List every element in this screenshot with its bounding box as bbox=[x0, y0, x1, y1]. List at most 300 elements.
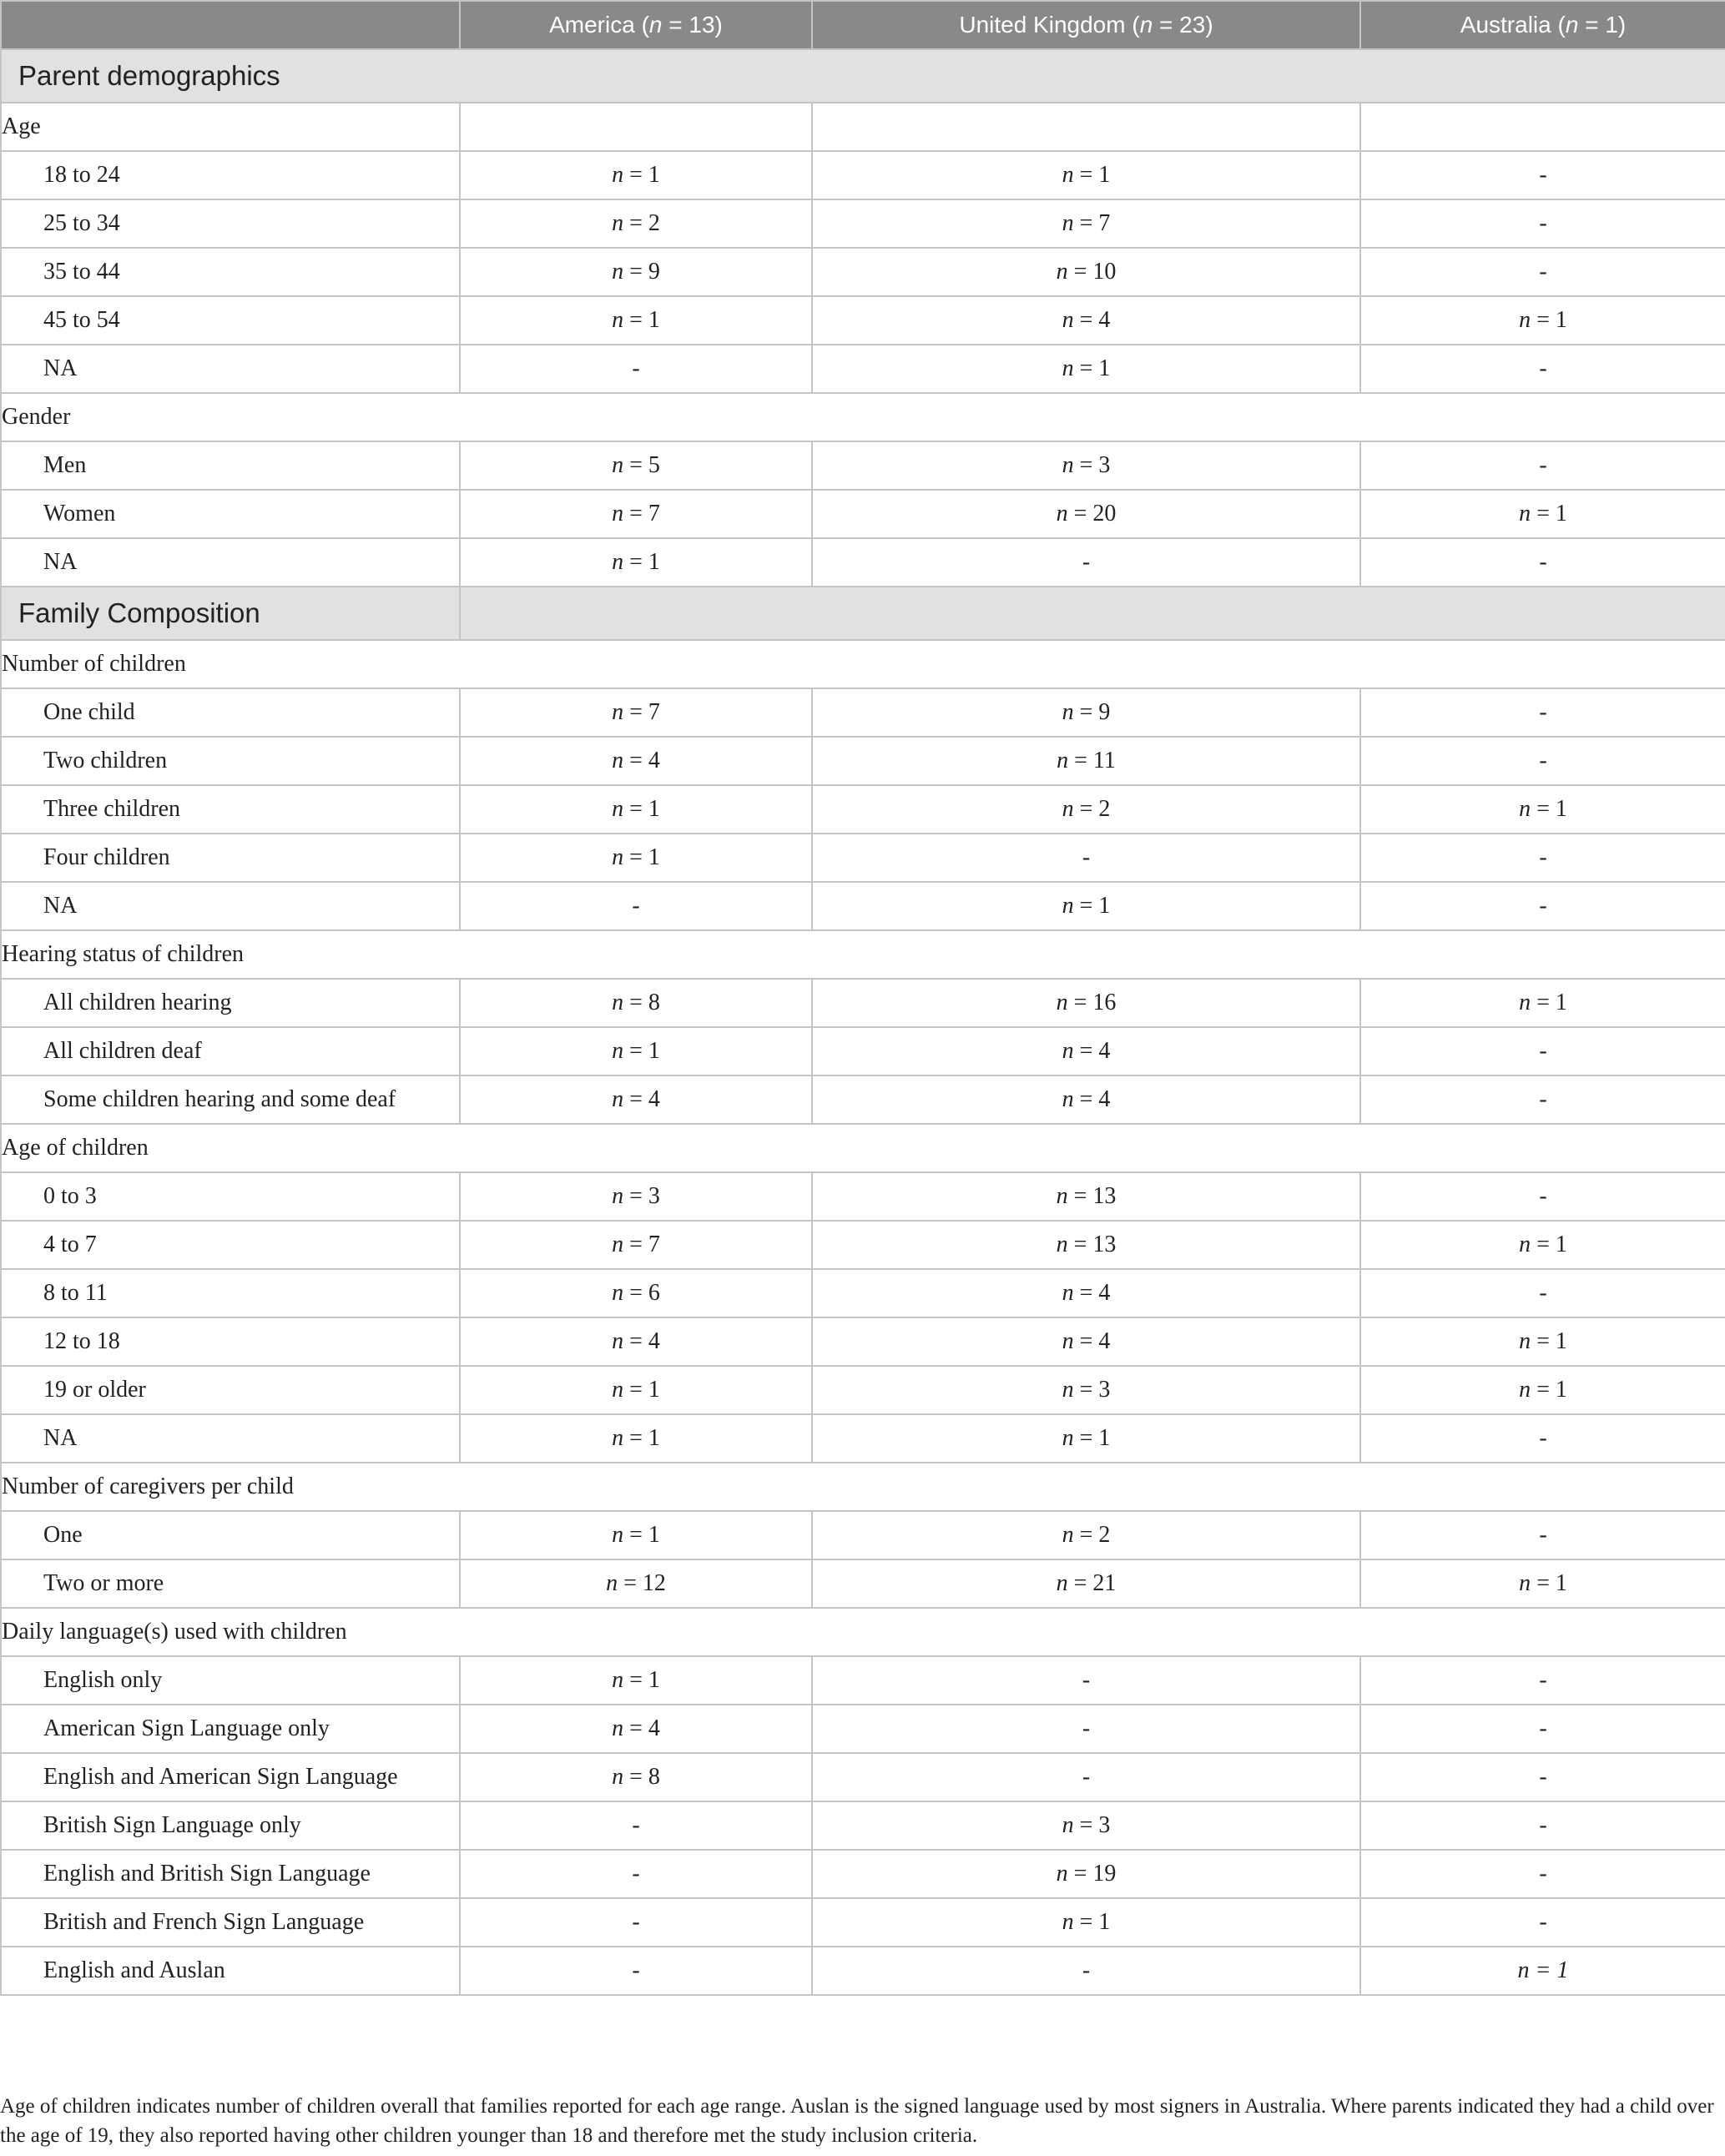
count-value: = 12 bbox=[618, 1570, 666, 1597]
row-label: All children deaf bbox=[1, 1027, 460, 1075]
table-row bbox=[1, 834, 1725, 882]
n-symbol: n bbox=[606, 1570, 618, 1597]
n-symbol: n bbox=[1056, 990, 1068, 1016]
value-cell-australia: - bbox=[1360, 1753, 1725, 1801]
value-cell-america bbox=[460, 785, 812, 834]
category-row bbox=[1, 1124, 1725, 1172]
row-label: Two children bbox=[1, 737, 460, 785]
value-cell-america bbox=[460, 296, 812, 345]
value-cell-united-kingdom bbox=[812, 737, 1360, 785]
count-value: = 1 bbox=[623, 307, 660, 334]
n-symbol: n bbox=[612, 501, 624, 527]
row-label: 25 to 34 bbox=[1, 199, 460, 248]
value-cell-australia: - bbox=[1360, 1075, 1725, 1124]
n-symbol: n bbox=[612, 162, 624, 189]
section-title: Family Composition bbox=[1, 587, 460, 640]
n-symbol: n bbox=[1519, 1377, 1531, 1403]
row-label: Men bbox=[1, 441, 460, 490]
n-symbol: n bbox=[1062, 162, 1074, 189]
row-label: British Sign Language only bbox=[1, 1801, 460, 1850]
row-label: NA bbox=[1, 1414, 460, 1463]
value-cell-australia: - bbox=[1360, 737, 1725, 785]
value-cell-australia bbox=[1360, 1366, 1725, 1414]
n-symbol: n bbox=[1062, 893, 1074, 919]
value-cell-america bbox=[460, 688, 812, 737]
value-cell-australia: - bbox=[1360, 1850, 1725, 1898]
category-label: Hearing status of children bbox=[1, 930, 1725, 979]
n-symbol: n bbox=[1062, 1377, 1074, 1403]
n-symbol: n bbox=[1062, 1812, 1074, 1839]
n-symbol: n bbox=[1062, 307, 1074, 334]
value-cell-united-kingdom bbox=[812, 1221, 1360, 1269]
n-symbol: n bbox=[612, 1377, 624, 1403]
count-value: = 1 bbox=[1531, 1377, 1567, 1403]
count-value: = 1 bbox=[623, 162, 660, 189]
table-row bbox=[1, 248, 1725, 296]
count-value: = 1 bbox=[623, 1522, 660, 1549]
value-cell-united-kingdom bbox=[812, 248, 1360, 296]
count-value: = 7 bbox=[623, 1232, 660, 1258]
value-cell-australia: n = 1 bbox=[1360, 1947, 1725, 1995]
value-cell-united-kingdom bbox=[812, 103, 1360, 151]
count-value: = 1 bbox=[1531, 1232, 1567, 1258]
row-label: All children hearing bbox=[1, 979, 460, 1027]
category-row bbox=[1, 103, 1725, 151]
count-value: = 1 bbox=[623, 844, 660, 871]
count-value: = 1 bbox=[1073, 1425, 1111, 1452]
value-cell-america: - bbox=[460, 1801, 812, 1850]
n-symbol: n bbox=[612, 1183, 624, 1210]
value-cell-united-kingdom: - bbox=[812, 1947, 1360, 1995]
n-symbol: n bbox=[1062, 1909, 1074, 1936]
row-label: NA bbox=[1, 538, 460, 587]
n-symbol: n bbox=[1519, 1328, 1531, 1355]
value-cell-america bbox=[460, 441, 812, 490]
row-label: Two or more bbox=[1, 1559, 460, 1608]
value-cell-america bbox=[460, 1511, 812, 1559]
value-cell-united-kingdom bbox=[812, 1898, 1360, 1947]
value-cell-united-kingdom bbox=[812, 296, 1360, 345]
value-cell-united-kingdom: - bbox=[812, 1753, 1360, 1801]
n-symbol: n bbox=[612, 1280, 624, 1307]
count-value: = 1 bbox=[1531, 796, 1567, 823]
n-symbol: n bbox=[1519, 990, 1531, 1016]
n-symbol: n bbox=[612, 990, 624, 1016]
table-row bbox=[1, 1898, 1725, 1947]
value-cell-australia bbox=[1360, 1317, 1725, 1366]
row-label: Some children hearing and some deaf bbox=[1, 1075, 460, 1124]
table-row bbox=[1, 1027, 1725, 1075]
value-cell-australia: - bbox=[1360, 345, 1725, 393]
count-value: = 1 bbox=[623, 549, 660, 576]
row-label: 4 to 7 bbox=[1, 1221, 460, 1269]
value-cell-america: - bbox=[460, 1850, 812, 1898]
table-row bbox=[1, 1559, 1725, 1608]
count-value: = 4 bbox=[623, 1086, 660, 1113]
n-symbol: n bbox=[1062, 210, 1074, 237]
n-symbol: n bbox=[612, 1522, 624, 1549]
value-cell-america bbox=[460, 1366, 812, 1414]
value-cell-australia: - bbox=[1360, 151, 1725, 199]
value-cell-america bbox=[460, 1221, 812, 1269]
value-cell-america bbox=[460, 1317, 812, 1366]
row-label: 12 to 18 bbox=[1, 1317, 460, 1366]
value-cell-australia: - bbox=[1360, 1269, 1725, 1317]
count-value: = 13 bbox=[1067, 1183, 1117, 1210]
count-value: = 6 bbox=[623, 1280, 660, 1307]
n-symbol: n bbox=[1062, 452, 1074, 479]
value-cell-australia: - bbox=[1360, 688, 1725, 737]
table-row bbox=[1, 1221, 1725, 1269]
value-cell-united-kingdom bbox=[812, 688, 1360, 737]
header-row bbox=[1, 1, 1725, 49]
value-cell-australia bbox=[1360, 785, 1725, 834]
row-label: NA bbox=[1, 345, 460, 393]
value-cell-united-kingdom bbox=[812, 979, 1360, 1027]
table-row bbox=[1, 1172, 1725, 1221]
count-value: = 20 bbox=[1067, 501, 1117, 527]
value-cell-america: - bbox=[460, 1947, 812, 1995]
n-symbol: n bbox=[1062, 1086, 1074, 1113]
count-value: = 1 bbox=[1531, 1328, 1567, 1355]
count-value: = 13 bbox=[1067, 1232, 1117, 1258]
section-header-row bbox=[1, 49, 1725, 103]
count-value: = 11 bbox=[1068, 748, 1116, 774]
count-value: = 4 bbox=[1073, 1038, 1111, 1065]
count-value: = 3 bbox=[623, 1183, 660, 1210]
n-symbol: n bbox=[612, 1667, 624, 1694]
value-cell-united-kingdom bbox=[812, 1317, 1360, 1366]
value-cell-united-kingdom bbox=[812, 1172, 1360, 1221]
table-row bbox=[1, 688, 1725, 737]
value-cell-australia: - bbox=[1360, 882, 1725, 930]
category-label: Age bbox=[1, 103, 460, 151]
value-cell-america bbox=[460, 103, 812, 151]
value-cell-america bbox=[460, 979, 812, 1027]
section-title: Parent demographics bbox=[1, 49, 1725, 103]
count-value: = 1 bbox=[1073, 162, 1111, 189]
section-blank-cell bbox=[460, 587, 1725, 640]
count-value: = 2 bbox=[1073, 1522, 1111, 1549]
value-cell-america bbox=[460, 1753, 812, 1801]
n-symbol: n bbox=[1519, 501, 1531, 527]
value-cell-united-kingdom bbox=[812, 882, 1360, 930]
n-symbol: n bbox=[612, 1328, 624, 1355]
n-symbol: n bbox=[612, 748, 624, 774]
category-label: Number of children bbox=[1, 640, 1725, 688]
table-row bbox=[1, 1317, 1725, 1366]
count-value: = 9 bbox=[1073, 699, 1111, 726]
value-cell-australia: - bbox=[1360, 1705, 1725, 1753]
category-row bbox=[1, 1608, 1725, 1656]
n-symbol: n bbox=[1062, 1328, 1074, 1355]
header-n-value: = 13) bbox=[662, 12, 723, 38]
value-cell-america bbox=[460, 1027, 812, 1075]
value-cell-australia: - bbox=[1360, 1801, 1725, 1850]
value-cell-australia bbox=[1360, 979, 1725, 1027]
count-value: = 9 bbox=[623, 259, 660, 285]
count-value: = 4 bbox=[623, 1715, 660, 1742]
value-cell-america bbox=[460, 834, 812, 882]
n-symbol: n bbox=[612, 1425, 624, 1452]
value-cell-australia: - bbox=[1360, 1511, 1725, 1559]
section-header-row bbox=[1, 587, 1725, 640]
category-label: Daily language(s) used with children bbox=[1, 1608, 1725, 1656]
row-label: 19 or older bbox=[1, 1366, 460, 1414]
row-label: Women bbox=[1, 490, 460, 538]
table-row bbox=[1, 882, 1725, 930]
table-row bbox=[1, 1801, 1725, 1850]
row-label: English and Auslan bbox=[1, 1947, 460, 1995]
category-label: Number of caregivers per child bbox=[1, 1463, 1725, 1511]
value-cell-united-kingdom: - bbox=[812, 538, 1360, 587]
table-row bbox=[1, 1269, 1725, 1317]
value-cell-america bbox=[460, 737, 812, 785]
value-cell-australia: - bbox=[1360, 441, 1725, 490]
value-cell-australia bbox=[1360, 1221, 1725, 1269]
table-row bbox=[1, 296, 1725, 345]
category-row bbox=[1, 930, 1725, 979]
n-symbol: n bbox=[1519, 307, 1531, 334]
value-cell-united-kingdom bbox=[812, 441, 1360, 490]
count-value: = 4 bbox=[623, 1328, 660, 1355]
table-row bbox=[1, 1414, 1725, 1463]
n-symbol: n bbox=[612, 259, 624, 285]
row-label: 35 to 44 bbox=[1, 248, 460, 296]
value-cell-united-kingdom bbox=[812, 345, 1360, 393]
category-label: Gender bbox=[1, 393, 1725, 441]
n-symbol: n bbox=[612, 1038, 624, 1065]
n-symbol: n bbox=[1057, 748, 1069, 774]
table-row bbox=[1, 1075, 1725, 1124]
header-n-label: n bbox=[1139, 12, 1153, 38]
count-value: = 1 bbox=[1073, 1909, 1111, 1936]
count-value: = 1 bbox=[623, 1038, 660, 1065]
row-label: English only bbox=[1, 1656, 460, 1705]
value-cell-australia: - bbox=[1360, 1656, 1725, 1705]
n-symbol: n bbox=[1056, 1570, 1068, 1597]
header-col-united-kingdom: United Kingdom (n = 23) bbox=[812, 1, 1360, 49]
header-col-australia: Australia (n = 1) bbox=[1360, 1, 1725, 49]
count-value: = 1 bbox=[1073, 355, 1111, 382]
value-cell-united-kingdom: - bbox=[812, 1656, 1360, 1705]
row-label: 45 to 54 bbox=[1, 296, 460, 345]
header-blank-cell bbox=[1, 1, 460, 49]
value-cell-australia: - bbox=[1360, 1027, 1725, 1075]
value-cell-america bbox=[460, 1414, 812, 1463]
n-symbol: n bbox=[1062, 355, 1074, 382]
count-value: = 4 bbox=[1073, 1086, 1111, 1113]
value-cell-america bbox=[460, 538, 812, 587]
table-row bbox=[1, 1947, 1725, 1995]
count-value: = 4 bbox=[1073, 1280, 1111, 1307]
row-label: English and American Sign Language bbox=[1, 1753, 460, 1801]
value-cell-united-kingdom bbox=[812, 199, 1360, 248]
value-cell-australia bbox=[1360, 296, 1725, 345]
count-value: = 1 bbox=[1531, 990, 1567, 1016]
count-value: = 1 bbox=[1531, 307, 1567, 334]
header-col-name: United Kingdom bbox=[959, 12, 1126, 38]
category-row bbox=[1, 640, 1725, 688]
row-label: American Sign Language only bbox=[1, 1705, 460, 1753]
count-value: = 4 bbox=[1073, 307, 1111, 334]
row-label: English and British Sign Language bbox=[1, 1850, 460, 1898]
n-symbol: n bbox=[612, 844, 624, 871]
n-symbol: n bbox=[1056, 1861, 1068, 1887]
n-symbol: n bbox=[1062, 796, 1074, 823]
value-cell-australia: - bbox=[1360, 1172, 1725, 1221]
n-symbol: n bbox=[612, 549, 624, 576]
n-symbol: n bbox=[1062, 699, 1074, 726]
table-row bbox=[1, 199, 1725, 248]
count-value: = 19 bbox=[1067, 1861, 1117, 1887]
table-row bbox=[1, 1850, 1725, 1898]
value-cell-australia: - bbox=[1360, 1414, 1725, 1463]
value-cell-united-kingdom bbox=[812, 1075, 1360, 1124]
count-value: = 1 bbox=[623, 796, 660, 823]
n-symbol: n bbox=[1056, 1232, 1068, 1258]
n-symbol: n bbox=[612, 1232, 624, 1258]
row-label: NA bbox=[1, 882, 460, 930]
n-symbol: n bbox=[1062, 1425, 1074, 1452]
count-value: = 1 bbox=[623, 1425, 660, 1452]
header-n-value: = 1) bbox=[1578, 12, 1627, 38]
value-cell-united-kingdom bbox=[812, 151, 1360, 199]
n-symbol: n bbox=[612, 210, 624, 237]
value-cell-united-kingdom bbox=[812, 1801, 1360, 1850]
value-cell-america bbox=[460, 1559, 812, 1608]
value-cell-australia: - bbox=[1360, 538, 1725, 587]
value-cell-united-kingdom bbox=[812, 1269, 1360, 1317]
n-symbol: n bbox=[1056, 1183, 1068, 1210]
value-cell-america bbox=[460, 1705, 812, 1753]
value-cell-united-kingdom bbox=[812, 1027, 1360, 1075]
n-symbol: n bbox=[612, 1715, 624, 1742]
count-value: = 5 bbox=[623, 452, 660, 479]
count-value: = 1 bbox=[1073, 893, 1111, 919]
value-cell-america: - bbox=[460, 1898, 812, 1947]
value-cell-united-kingdom bbox=[812, 1366, 1360, 1414]
table-row bbox=[1, 490, 1725, 538]
table-row bbox=[1, 1656, 1725, 1705]
row-label: Four children bbox=[1, 834, 460, 882]
count-value: = 1 bbox=[1531, 1570, 1567, 1597]
value-cell-united-kingdom bbox=[812, 1559, 1360, 1608]
count-value: = 2 bbox=[623, 210, 660, 237]
table-row bbox=[1, 538, 1725, 587]
value-cell-america bbox=[460, 1075, 812, 1124]
n-symbol: n bbox=[612, 699, 624, 726]
header-n-label: n bbox=[648, 12, 663, 38]
value-cell-australia bbox=[1360, 490, 1725, 538]
table-row bbox=[1, 441, 1725, 490]
count-value: = 3 bbox=[1073, 1377, 1111, 1403]
category-row bbox=[1, 393, 1725, 441]
value-cell-australia: - bbox=[1360, 834, 1725, 882]
n-symbol: n bbox=[612, 1086, 624, 1113]
n-symbol: n bbox=[612, 452, 624, 479]
count-value: = 2 bbox=[1073, 796, 1111, 823]
count-value: = 7 bbox=[623, 699, 660, 726]
n-symbol: n bbox=[612, 1764, 624, 1791]
value-cell-united-kingdom bbox=[812, 490, 1360, 538]
count-value: = 4 bbox=[623, 748, 660, 774]
value-cell-america bbox=[460, 1172, 812, 1221]
count-value: = 1 bbox=[623, 1667, 660, 1694]
value-cell-united-kingdom bbox=[812, 1511, 1360, 1559]
table-header bbox=[1, 1, 1725, 49]
n-symbol: n bbox=[1062, 1038, 1074, 1065]
count-value: = 10 bbox=[1067, 259, 1117, 285]
count-value: = 3 bbox=[1073, 1812, 1111, 1839]
value-cell-united-kingdom bbox=[812, 1850, 1360, 1898]
n-symbol: n bbox=[1056, 259, 1068, 285]
header-n-label: n bbox=[1565, 12, 1579, 38]
table-row bbox=[1, 785, 1725, 834]
value-cell-america: - bbox=[460, 345, 812, 393]
table-footnote: Age of children indicates number of children overall that families reported for each age range. Auslan is the signed language used by most signers in Australia. Where parents indicated they had a child over the age of 19, they also reported having other children younger than 18 and therefore met the study inclusion criteria. bbox=[0, 2095, 1714, 2147]
header-col-name: Australia bbox=[1460, 12, 1551, 38]
count-value: = 8 bbox=[623, 990, 660, 1016]
count-value: = 1 bbox=[1531, 501, 1567, 527]
table-row bbox=[1, 737, 1725, 785]
value-cell-australia: - bbox=[1360, 199, 1725, 248]
table-row bbox=[1, 1753, 1725, 1801]
value-cell-united-kingdom bbox=[812, 785, 1360, 834]
table-row bbox=[1, 1511, 1725, 1559]
category-row bbox=[1, 1463, 1725, 1511]
count-value: = 3 bbox=[1073, 452, 1111, 479]
value-cell-america: - bbox=[460, 882, 812, 930]
value-cell-america bbox=[460, 199, 812, 248]
count-value: = 7 bbox=[1073, 210, 1111, 237]
value-cell-america bbox=[460, 151, 812, 199]
row-label: 8 to 11 bbox=[1, 1269, 460, 1317]
count-value: = 7 bbox=[623, 501, 660, 527]
value-cell-united-kingdom: - bbox=[812, 834, 1360, 882]
count-value: = 21 bbox=[1067, 1570, 1117, 1597]
value-cell-america bbox=[460, 1656, 812, 1705]
n-symbol: n bbox=[612, 307, 624, 334]
value-cell-america bbox=[460, 490, 812, 538]
count-value: = 8 bbox=[623, 1764, 660, 1791]
table-row bbox=[1, 1366, 1725, 1414]
header-col-america: America (n = 13) bbox=[460, 1, 812, 49]
value-cell-america bbox=[460, 248, 812, 296]
row-label: Three children bbox=[1, 785, 460, 834]
table-row bbox=[1, 979, 1725, 1027]
row-label: British and French Sign Language bbox=[1, 1898, 460, 1947]
n-symbol: n bbox=[1062, 1522, 1074, 1549]
n-symbol: n bbox=[612, 796, 624, 823]
table-row bbox=[1, 345, 1725, 393]
n-symbol: n bbox=[1056, 501, 1068, 527]
row-label: One child bbox=[1, 688, 460, 737]
value-cell-australia bbox=[1360, 103, 1725, 151]
value-cell-australia: - bbox=[1360, 248, 1725, 296]
header-n-value: = 23) bbox=[1153, 12, 1213, 38]
value-cell-australia: - bbox=[1360, 1898, 1725, 1947]
table-row bbox=[1, 1705, 1725, 1753]
value-cell-america bbox=[460, 1269, 812, 1317]
n-symbol: n bbox=[1519, 796, 1531, 823]
count-value: = 16 bbox=[1067, 990, 1117, 1016]
value-cell-australia bbox=[1360, 1559, 1725, 1608]
row-label: 0 to 3 bbox=[1, 1172, 460, 1221]
table-row bbox=[1, 151, 1725, 199]
count-value: = 4 bbox=[1073, 1328, 1111, 1355]
header-col-name: America bbox=[549, 12, 635, 38]
